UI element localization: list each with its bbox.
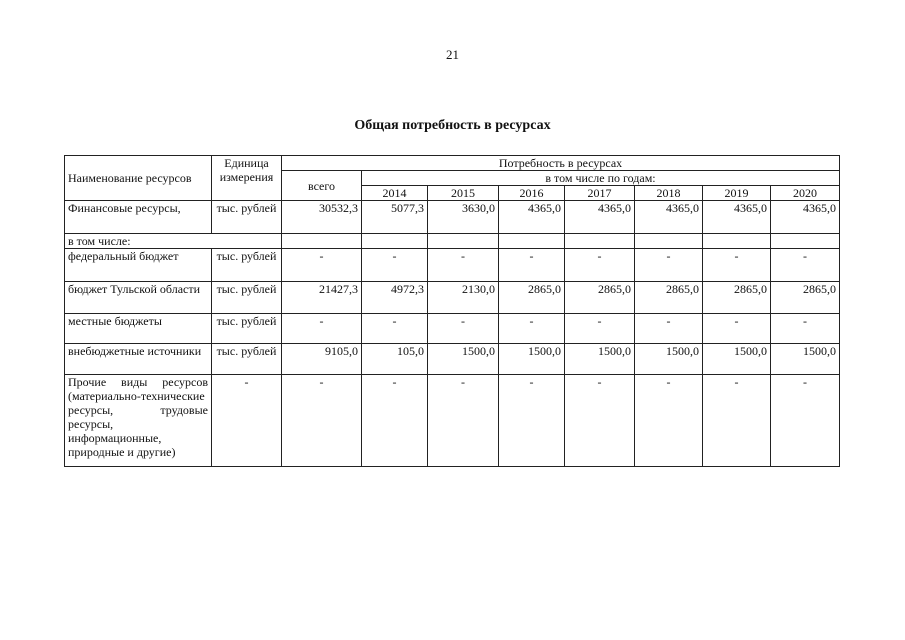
page-number: 21 — [446, 47, 459, 62]
header-year: 2015 — [428, 186, 499, 201]
header-by-years: в том числе по годам: — [362, 171, 840, 186]
row-value: - — [771, 314, 840, 344]
row-name: бюджет Тульской области — [65, 282, 212, 314]
header-need: Потребность в ресурсах — [282, 156, 840, 171]
row-value: - — [428, 314, 499, 344]
row-value: 1500,0 — [565, 344, 635, 375]
table-row — [65, 234, 840, 249]
row-value: - — [565, 314, 635, 344]
row-value: 1500,0 — [428, 344, 499, 375]
row-value: - — [428, 249, 499, 282]
table-row — [65, 314, 840, 344]
row-name: местные бюджеты — [65, 314, 212, 344]
header-year: 2016 — [499, 186, 565, 201]
row-total: - — [282, 375, 362, 467]
row-total: 9105,0 — [282, 344, 362, 375]
row-value: 2130,0 — [428, 282, 499, 314]
row-value: - — [428, 375, 499, 467]
row-value: - — [771, 375, 840, 467]
row-value: - — [635, 375, 703, 467]
header-year: 2014 — [362, 186, 428, 201]
table-row — [65, 201, 840, 234]
table-row — [65, 249, 840, 282]
header-year: 2020 — [771, 186, 840, 201]
row-value: 2865,0 — [635, 282, 703, 314]
document-title: Общая потребность в ресурсах — [354, 118, 551, 133]
row-value: 1500,0 — [703, 344, 771, 375]
row-value: 2865,0 — [499, 282, 565, 314]
row-unit: тыс. рублей — [212, 344, 282, 375]
row-value: 4365,0 — [635, 201, 703, 234]
row-name: внебюджетные источники — [65, 344, 212, 375]
table-row — [65, 344, 840, 375]
row-total: - — [282, 249, 362, 282]
row-value: 3630,0 — [428, 201, 499, 234]
row-value: - — [703, 249, 771, 282]
row-value: - — [703, 314, 771, 344]
row-value: - — [771, 249, 840, 282]
row-value: 2865,0 — [565, 282, 635, 314]
row-value: 105,0 — [362, 344, 428, 375]
row-value: 4365,0 — [771, 201, 840, 234]
row-value: - — [635, 314, 703, 344]
row-value: - — [499, 249, 565, 282]
row-value: - — [362, 375, 428, 467]
row-name: Финансовые ресурсы, — [65, 201, 212, 234]
row-value: 1500,0 — [635, 344, 703, 375]
row-value: 5077,3 — [362, 201, 428, 234]
row-value: - — [703, 375, 771, 467]
row-value: - — [565, 375, 635, 467]
resources-table — [64, 155, 840, 467]
row-unit: тыс. рублей — [212, 314, 282, 344]
header-total: всего — [282, 171, 362, 201]
row-total: 21427,3 — [282, 282, 362, 314]
row-name: в том числе: — [65, 234, 282, 249]
row-value: 1500,0 — [771, 344, 840, 375]
row-value: - — [499, 375, 565, 467]
row-value: 4365,0 — [499, 201, 565, 234]
row-value: 4365,0 — [565, 201, 635, 234]
row-value: 4972,3 — [362, 282, 428, 314]
row-value: - — [565, 249, 635, 282]
header-unit: Единица измерения — [212, 156, 282, 201]
row-value: 2865,0 — [771, 282, 840, 314]
row-name: федеральный бюджет — [65, 249, 212, 282]
row-unit: - — [212, 375, 282, 467]
row-value: - — [362, 314, 428, 344]
row-total: 30532,3 — [282, 201, 362, 234]
row-total: - — [282, 314, 362, 344]
row-unit: тыс. рублей — [212, 249, 282, 282]
row-unit: тыс. рублей — [212, 282, 282, 314]
row-value: - — [499, 314, 565, 344]
row-value: - — [362, 249, 428, 282]
row-value: 2865,0 — [703, 282, 771, 314]
row-value: 4365,0 — [703, 201, 771, 234]
table-row — [65, 282, 840, 314]
header-year: 2018 — [635, 186, 703, 201]
row-unit: тыс. рублей — [212, 201, 282, 234]
row-value: - — [635, 249, 703, 282]
row-name: Прочие виды ресурсов (материально-технические ресурсы, трудовые ресурсы, информационные, природные и другие) — [65, 375, 212, 467]
table-row — [65, 375, 840, 467]
header-year: 2017 — [565, 186, 635, 201]
row-value: 1500,0 — [499, 344, 565, 375]
header-year: 2019 — [703, 186, 771, 201]
header-name: Наименование ресурсов — [65, 156, 212, 201]
